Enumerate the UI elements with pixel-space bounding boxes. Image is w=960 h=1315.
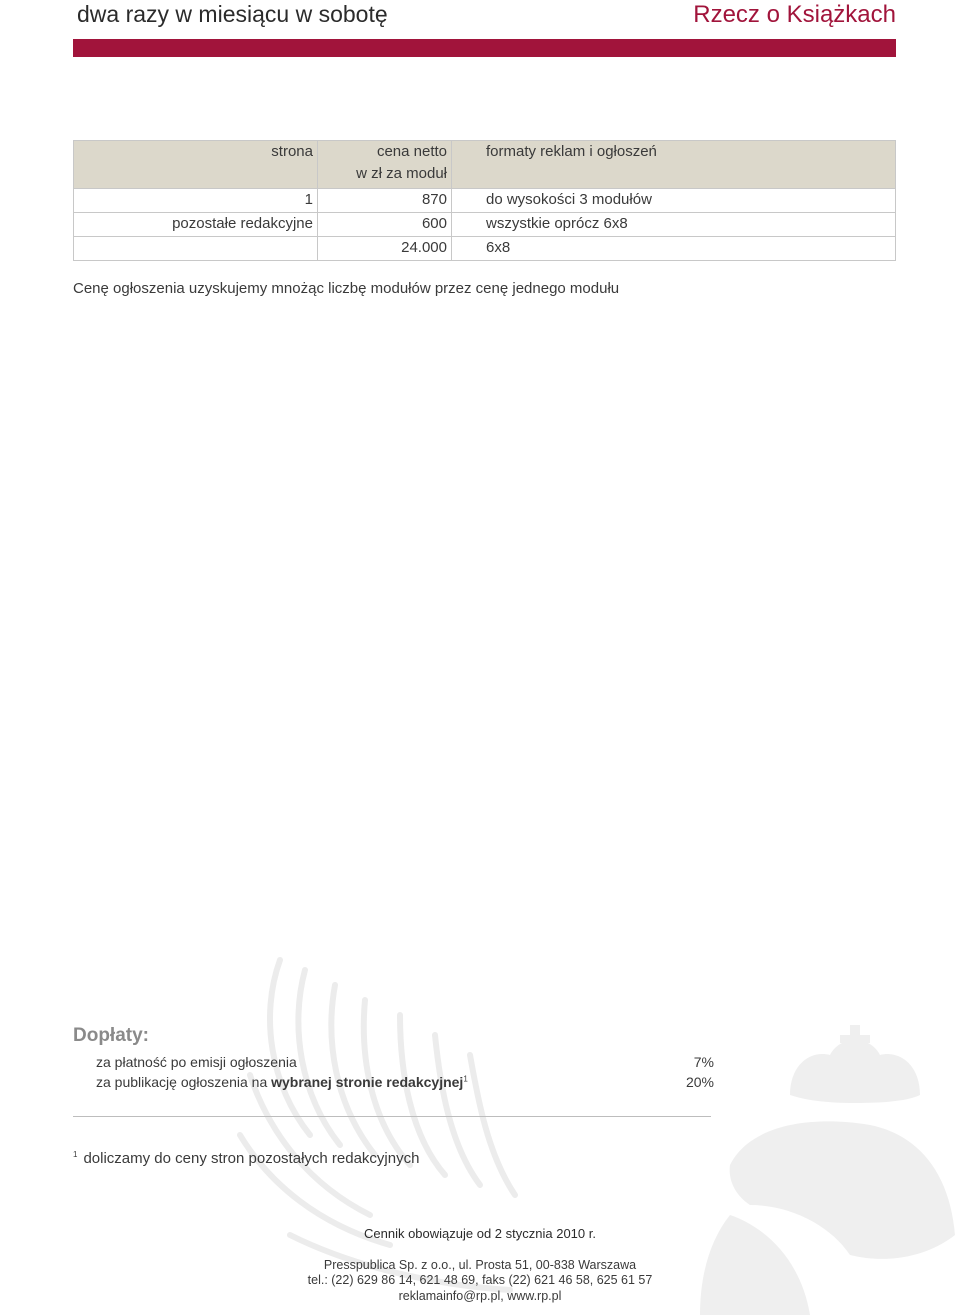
surcharge-label-prefix: za publikację ogłoszenia na: [96, 1074, 272, 1090]
table-row: [74, 213, 896, 237]
price-table: [73, 140, 896, 261]
footnote-text: doliczamy do ceny stron pozostałych redakcyjnych: [83, 1150, 420, 1167]
company-phones: tel.: (22) 629 86 14, 621 48 69, faks (22) 621 46 58, 625 61 57: [307, 1273, 653, 1287]
surcharge-value: 20%: [685, 1074, 714, 1090]
header-subtitle: dwa razy w miesiącu w sobotę: [77, 1, 388, 27]
header-bar: [73, 39, 896, 57]
surcharge-value: 7%: [693, 1054, 714, 1070]
cell-strona: [74, 237, 318, 261]
surcharge-row: [96, 1074, 714, 1090]
brand-title: Rzecz o Książkach: [693, 1, 896, 28]
pricing-note: Cenę ogłoszenia uzyskujemy mnożąc liczbę modułów przez cenę jednego modułu: [73, 280, 620, 297]
header-cena-line1: cena netto: [376, 143, 447, 160]
surcharge-label: za płatność po emisji ogłoszenia: [96, 1054, 297, 1070]
cell-format: do wysokości 3 modułów: [452, 189, 896, 213]
surcharge-row: [96, 1054, 714, 1070]
footnote-ref: 1: [463, 1074, 468, 1084]
header-strona: strona: [74, 141, 318, 189]
cell-cena: 870: [318, 189, 452, 213]
surcharges-title: Dopłaty:: [73, 1025, 149, 1046]
company-address: Presspublica Sp. z o.o., ul. Prosta 51, 00-838 Warszawa: [323, 1258, 637, 1272]
cell-cena: 24.000: [318, 237, 452, 261]
company-contact: reklamainfo@rp.pl, www.rp.pl: [398, 1289, 562, 1303]
header-cena-line2: w zł za moduł: [356, 165, 447, 182]
cell-strona: pozostałe redakcyjne: [74, 213, 318, 237]
validity-note: Cennik obowiązuje od 2 stycznia 2010 r.: [364, 1226, 596, 1241]
cell-format: wszystkie oprócz 6x8: [452, 213, 896, 237]
divider: [73, 1116, 711, 1117]
table-row: [74, 237, 896, 261]
table-header-row: [74, 141, 896, 189]
cell-cena: 600: [318, 213, 452, 237]
cell-strona: 1: [74, 189, 318, 213]
header-formaty: formaty reklam i ogłoszeń: [452, 141, 896, 189]
header-cena: [318, 141, 452, 189]
footnote: [73, 1150, 419, 1167]
surcharge-label-bold: wybranej stronie redakcyjnej: [271, 1074, 464, 1090]
table-row: [74, 189, 896, 213]
surcharge-label: [96, 1074, 468, 1090]
footnote-marker: 1: [73, 1150, 78, 1159]
cell-format: 6x8: [452, 237, 896, 261]
